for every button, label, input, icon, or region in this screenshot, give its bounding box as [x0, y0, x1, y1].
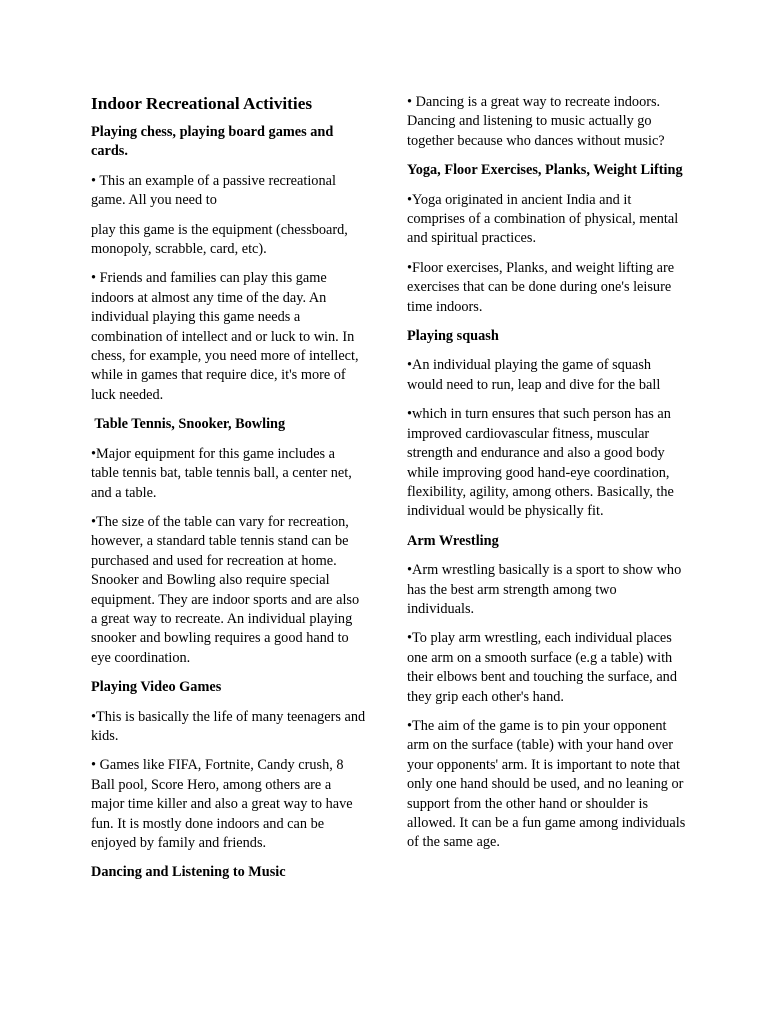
- paragraph: • This an example of a passive recreational game. All you need to: [91, 172, 336, 209]
- paragraph: •Floor exercises, Planks, and weight lifting are exercises that can be done during one's leisure time indoors.: [407, 259, 675, 315]
- section-heading-arm-wrestling: Arm Wrestling: [407, 532, 499, 549]
- right-column: [407, 93, 687, 863]
- paragraph: •The aim of the game is to pin your opponent arm on the surface (table) with your hand over your opponents' arm. It is important to note that only one hand should be used, and no leaning or support from the other hand or shoulder is allowed. It can be a fun game among individuals of the same age.: [407, 717, 686, 851]
- paragraph: •Yoga originated in ancient India and it comprises of a combination of physical, mental and spiritual practices.: [407, 191, 679, 247]
- section-heading-table-tennis: Table Tennis, Snooker, Bowling: [91, 416, 286, 433]
- paragraph: •The size of the table can vary for recreation, however, a standard table tennis stand can be purchased and used for recreation at home. Snooker and Bowling also require special equipment. They are indoor sports and are also a great way to recreate. An individual playing snooker and bowling requires a good hand to eye coordination.: [91, 513, 360, 666]
- paragraph: •To play arm wrestling, each individual places one arm on a smooth surface (e.g a table) with their elbows bent and touching the surface, and they grip each other's hand.: [407, 630, 677, 705]
- paragraph: play this game is the equipment (chessboard, monopoly, scrabble, card, etc).: [91, 221, 348, 258]
- paragraph: •This is basically the life of many teenagers and kids.: [91, 708, 366, 744]
- paragraph: • Dancing is a great way to recreate indoors. Dancing and listening to music actually go together because who dances without music?: [407, 94, 665, 149]
- section-heading-dancing: Dancing and Listening to Music: [91, 864, 286, 881]
- section-heading-video-games: Playing Video Games: [91, 679, 222, 696]
- section-heading-chess: Playing chess, playing board games and cards.: [91, 124, 334, 160]
- paragraph: • Games like FIFA, Fortnite, Candy crush, 8 Ball pool, Score Hero, among others are a major time killer and also a great way to have fun. It is mostly done indoors and can be enjoyed by family and friends.: [91, 757, 353, 851]
- paragraph: •which in turn ensures that such person has an improved cardiovascular fitness, muscular strength and endurance and also a good body while improving good hand-eye coordination, flexibility, agility, among others. Basically, the individual would be physically fit.: [407, 406, 674, 520]
- section-heading-yoga: Yoga, Floor Exercises, Planks, Weight Lifting: [407, 162, 683, 179]
- section-heading-squash: Playing squash: [407, 328, 499, 345]
- paragraph: •An individual playing the game of squash would need to run, leap and dive for the ball: [407, 357, 661, 393]
- paragraph: • Friends and families can play this game indoors at almost any time of the day. An individual playing this game needs a combination of intellect and or luck to win. In chess, for example, you need more of intellect, while in games that require dice, it's more of luck needed.: [91, 270, 359, 403]
- left-column: [91, 93, 366, 893]
- document-title: Indoor Recreational Activities: [91, 94, 313, 113]
- paragraph: •Arm wrestling basically is a sport to show who has the best arm strength among two individuals.: [407, 562, 682, 617]
- paragraph: •Major equipment for this game includes a table tennis bat, table tennis ball, a center net, and a table.: [91, 445, 352, 501]
